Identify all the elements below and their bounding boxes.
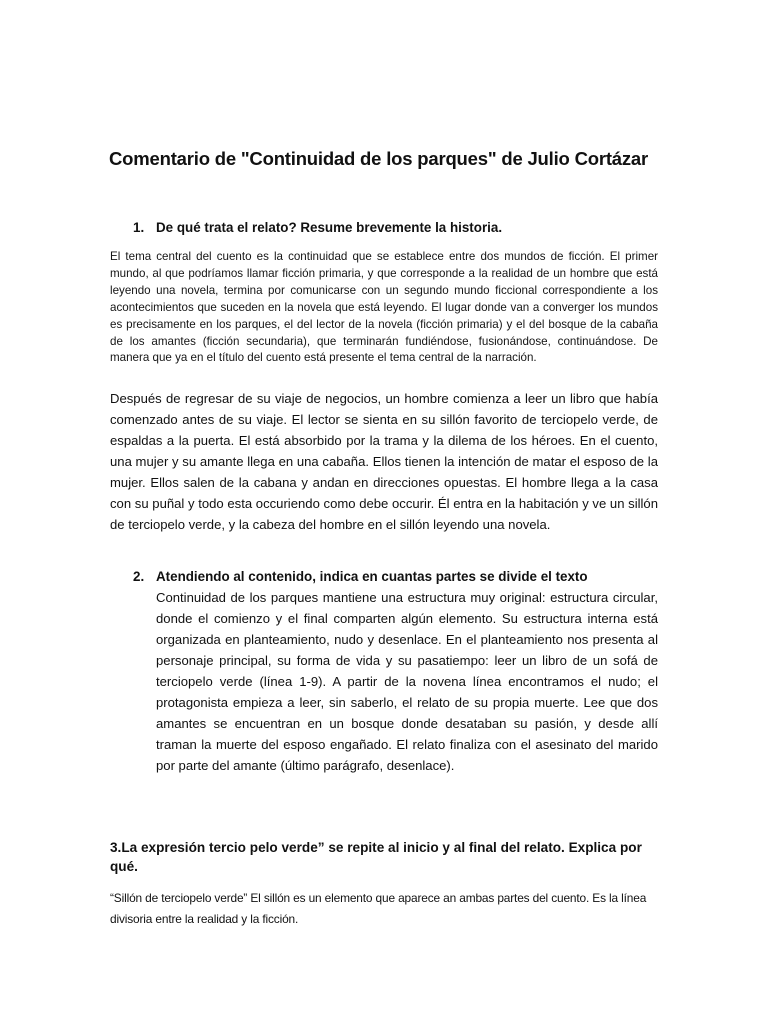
paragraph-structure: Continuidad de los parques mantiene una estructura muy original: estructura circular, donde el comienzo y el final comparten algún elemento. Su estructura interna está organizada en planteamiento, nudo y desenlace. En el planteamiento nos presenta al personaje principal, su forma de vida y su pasatiempo: leer un libro de un sofá de terciopelo verde (línea 1-9). A partir de la novena línea encontramos el nudo; el protagonista empieza a leer, sin saberlo, el relato de su propia muerte. Lee que dos amantes se encuentran en un bosque donde desataban su pasión, y desde allí traman la muerte del esposo engañado. El relato finaliza con el asesinato del marido por parte del amante (último parágrafo, desenlace). [156,590,658,773]
question-1-text: De qué trata el relato? Resume brevemente la historia. [156,220,503,235]
paragraph-theme: El tema central del cuento es la continuidad que se establece entre dos mundos de ficción. El primer mundo, al que podríamos llamar ficción primaria, y que corresponde a la realidad de un hombre que está leyendo una novela, termina por comunicarse con un segundo mundo ficcional correspondiente a los acontecimientos que suceden en la novela que está leyendo. El lugar donde van a converger los mundos es precisamente en los parques, el del lector de la novela (ficción primaria) y el del bosque de la cabaña de los amantes (ficción secundaria), que terminarán fundiéndose, fusionándose, continuándose. De manera que ya en el título del cuento está presente el tema central de la narración. [110,250,658,365]
question-3: 3.La expresión tercio pelo verde” se repite al inicio y al final del relato. Explica por qué. [110,840,642,874]
document-title: Comentario de "Continuidad de los parques" de Julio Cortázar [109,148,649,169]
question-1-number: 1. [133,220,145,235]
question-2 [133,569,588,584]
paragraph-summary: Después de regresar de su viaje de negocios, un hombre comienza a leer un libro que había comenzado antes de su viaje. El lector se sienta en su sillón favorito de terciopelo verde, de espaldas a la puerta. El está absorbido por la trama y la dilema de los héroes. En el cuento, una mujer y su amante llega en una cabaña. Ellos tienen la intención de matar el esposo de la mujer. Ellos salen de la cabana y andan en direcciones opuestas. El hombre llega a la casa con su puñal y todo esta occuriendo como debe occurir. Él entra en la habitación y ve un sillón de terciopelo verde, y la cabeza del hombre en el sillón leyendo una novela. [110,391,658,532]
paragraph-armchair: “Sillón de terciopelo verde” El sillón es un elemento que aparece an ambas partes del cuento. Es la línea divisoria entre la realidad y la ficción. [110,891,647,926]
question-1 [133,220,502,235]
question-2-number: 2. [133,569,145,584]
question-2-text: Atendiendo al contenido, indica en cuantas partes se divide el texto [156,569,588,584]
